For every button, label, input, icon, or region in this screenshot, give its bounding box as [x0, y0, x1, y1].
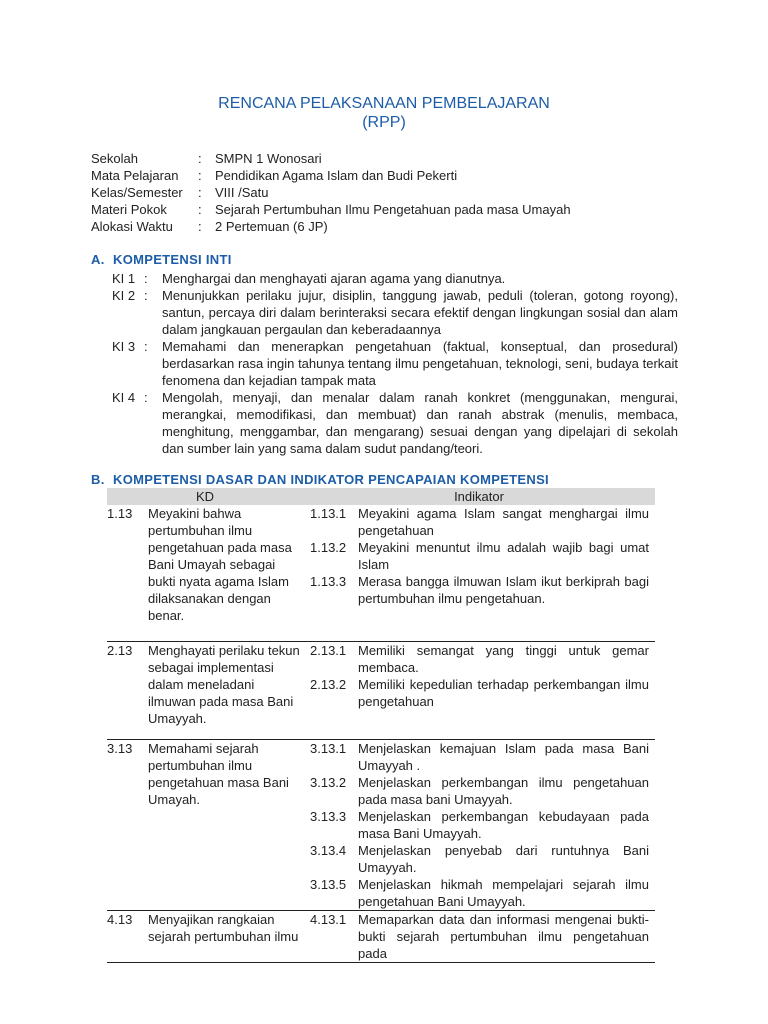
table-row	[107, 505, 655, 641]
indicator-number: 3.13.5	[310, 876, 347, 892]
indicator-text: Menjelaskan hikmah mempelajari sejarah ilmu pengetahuan Bani Umayyah.	[358, 876, 649, 909]
kd-text: Meyakini bahwa pertumbuhan ilmu pengetahuan pada masa Bani Umayah sebagai bukti nyata agama Islam dilaksanakan dengan benar.	[148, 506, 292, 623]
ki-label: KI 3	[112, 339, 136, 354]
identity-label: Sekolah	[91, 151, 138, 166]
indicator-number: 1.13.2	[310, 540, 347, 555]
indicator-text: Meyakini agama Islam sangat menghargai ilmu pengetahuan	[358, 506, 649, 538]
indicator-item	[303, 774, 655, 808]
document-title: RENCANA PELAKSANAAN PEMBELAJARAN	[218, 95, 550, 112]
kd-text: Menghayati perilaku tekun sebagai implementasi dalam meneladani ilmuwan pada masa Bani Umayyah.	[148, 642, 300, 726]
identity-label: Alokasi Waktu	[91, 219, 173, 234]
indicator-text: Menjelaskan kemajuan Islam pada masa Bani Umayyah .	[358, 740, 649, 773]
indicator-number: 2.13.2	[310, 676, 347, 692]
indicator-number: 4.13.1	[310, 911, 347, 927]
ki-text: Menghargai dan menghayati ajaran agama yang dianutnya.	[162, 271, 506, 286]
identity-value: Pendidikan Agama Islam dan Budi Pekerti	[215, 168, 458, 183]
indicator-item	[303, 808, 655, 842]
ki-item	[112, 389, 678, 457]
section-letter: B.	[91, 472, 105, 487]
indicator-text: Memaparkan data dan informasi mengenai bukti-bukti sejarah pertumbuhan ilmu pengetahuan pada	[358, 911, 649, 961]
ki-colon: :	[144, 339, 148, 354]
indicator-cell	[303, 505, 655, 641]
identity-value: Sejarah Pertumbuhan Ilmu Pengetahuan pada masa Umayah	[215, 202, 571, 217]
indicator-text: Menjelaskan perkembangan ilmu pengetahuan pada masa bani Umayyah.	[358, 774, 649, 807]
indicator-item	[303, 911, 655, 962]
kd-number: 1.13	[107, 506, 133, 521]
indicator-item	[303, 876, 655, 910]
kd-number: 3.13	[107, 740, 133, 756]
ki-colon: :	[144, 288, 148, 303]
indicator-number: 3.13.1	[310, 740, 347, 756]
indicator-text: Memiliki kepedulian terhadap perkembangan ilmu pengetahuan	[358, 676, 649, 709]
table-row	[107, 641, 655, 739]
ki-label: KI 4	[112, 390, 136, 405]
kd-text: Memahami sejarah pertumbuhan ilmu pengetahuan masa Bani Umayah.	[148, 740, 289, 807]
section-letter: A.	[91, 252, 105, 267]
section-title: KOMPETENSI DASAR DAN INDIKATOR PENCAPAIAN KOMPETENSI	[113, 472, 549, 487]
indicator-number: 1.13.3	[310, 574, 347, 589]
indicator-item	[303, 740, 655, 774]
indikator-column-header: Indikator	[303, 488, 655, 505]
identity-colon: :	[198, 168, 202, 183]
indicator-cell	[303, 739, 655, 910]
ki-label: KI 2	[112, 288, 136, 303]
ki-colon: :	[144, 271, 148, 286]
ki-item	[112, 287, 678, 338]
indicator-item	[303, 539, 655, 573]
indicator-item	[303, 505, 655, 539]
kd-number: 2.13	[107, 642, 133, 658]
ki-item	[112, 338, 678, 389]
identity-colon: :	[198, 202, 202, 217]
indicator-text: Meyakini menuntut ilmu adalah wajib bagi umat Islam	[358, 540, 649, 572]
indicator-item	[303, 642, 655, 676]
document-subtitle: (RPP)	[362, 114, 406, 131]
indicator-number: 3.13.2	[310, 774, 347, 790]
identity-label: Kelas/Semester	[91, 185, 183, 200]
indicator-text: Merasa bangga ilmuwan Islam ikut berkiprah bagi pertumbuhan ilmu pengetahuan.	[358, 574, 649, 606]
table-row	[107, 910, 655, 962]
indicator-cell	[303, 641, 655, 739]
indicator-item	[303, 842, 655, 876]
identity-value: 2 Pertemuan (6 JP)	[215, 219, 328, 234]
identity-value: SMPN 1 Wonosari	[215, 151, 322, 166]
identity-colon: :	[198, 185, 202, 200]
ki-text: Menunjukkan perilaku jujur, disiplin, tanggung jawab, peduli (toleran, gotong royong), santun, percaya diri dalam berinteraksi secara efektif dengan lingkungan sosial dan alam dalam jangkauan pergaulan dan keberadaannya	[162, 288, 678, 337]
ki-text: Memahami dan menerapkan pengetahuan (faktual, konseptual, dan prosedural) berdasarkan rasa ingin tahunya tentang ilmu pengetahuan, teknologi, seni, budaya terkait fenomena dan kejadian tampak mata	[162, 339, 678, 388]
identity-colon: :	[198, 219, 202, 234]
kd-column-header: KD	[107, 488, 303, 505]
indicator-text: Menjelaskan perkembangan kebudayaan pada masa Bani Umayyah.	[358, 808, 649, 841]
indicator-cell	[303, 910, 655, 962]
indicator-number: 2.13.1	[310, 642, 347, 658]
indicator-item	[303, 573, 655, 607]
identity-label: Mata Pelajaran	[91, 168, 179, 183]
kd-text: Menyajikan rangkaian sejarah pertumbuhan ilmu	[148, 911, 299, 944]
indicator-item	[303, 676, 655, 710]
table-header-row	[107, 488, 655, 505]
indicator-text: Memiliki semangat yang tinggi untuk gemar membaca.	[358, 642, 649, 675]
identity-colon: :	[198, 151, 202, 166]
ki-item	[112, 270, 678, 287]
indicator-number: 1.13.1	[310, 506, 347, 521]
kd-number: 4.13	[107, 911, 133, 927]
indicator-number: 3.13.4	[310, 842, 347, 858]
table-row	[107, 739, 655, 910]
ki-label: KI 1	[112, 271, 136, 286]
identity-label: Materi Pokok	[91, 202, 167, 217]
kd-indicator-table	[107, 488, 655, 963]
ki-colon: :	[144, 390, 148, 405]
ki-text: Mengolah, menyaji, dan menalar dalam ranah konkret (menggunakan, mengurai, merangkai, memodifikasi, dan membuat) dan ranah abstrak (menulis, membaca, menghitung, menggambar, dan mengarang) sesuai dengan yang dipelajari di sekolah dan sumber lain yang sama dalam sudut pandang/teori.	[162, 390, 678, 456]
indicator-text: Menjelaskan penyebab dari runtuhnya Bani Umayyah.	[358, 842, 649, 875]
section-title: KOMPETENSI INTI	[113, 252, 232, 267]
indicator-number: 3.13.3	[310, 808, 347, 824]
identity-value: VIII /Satu	[215, 185, 269, 200]
